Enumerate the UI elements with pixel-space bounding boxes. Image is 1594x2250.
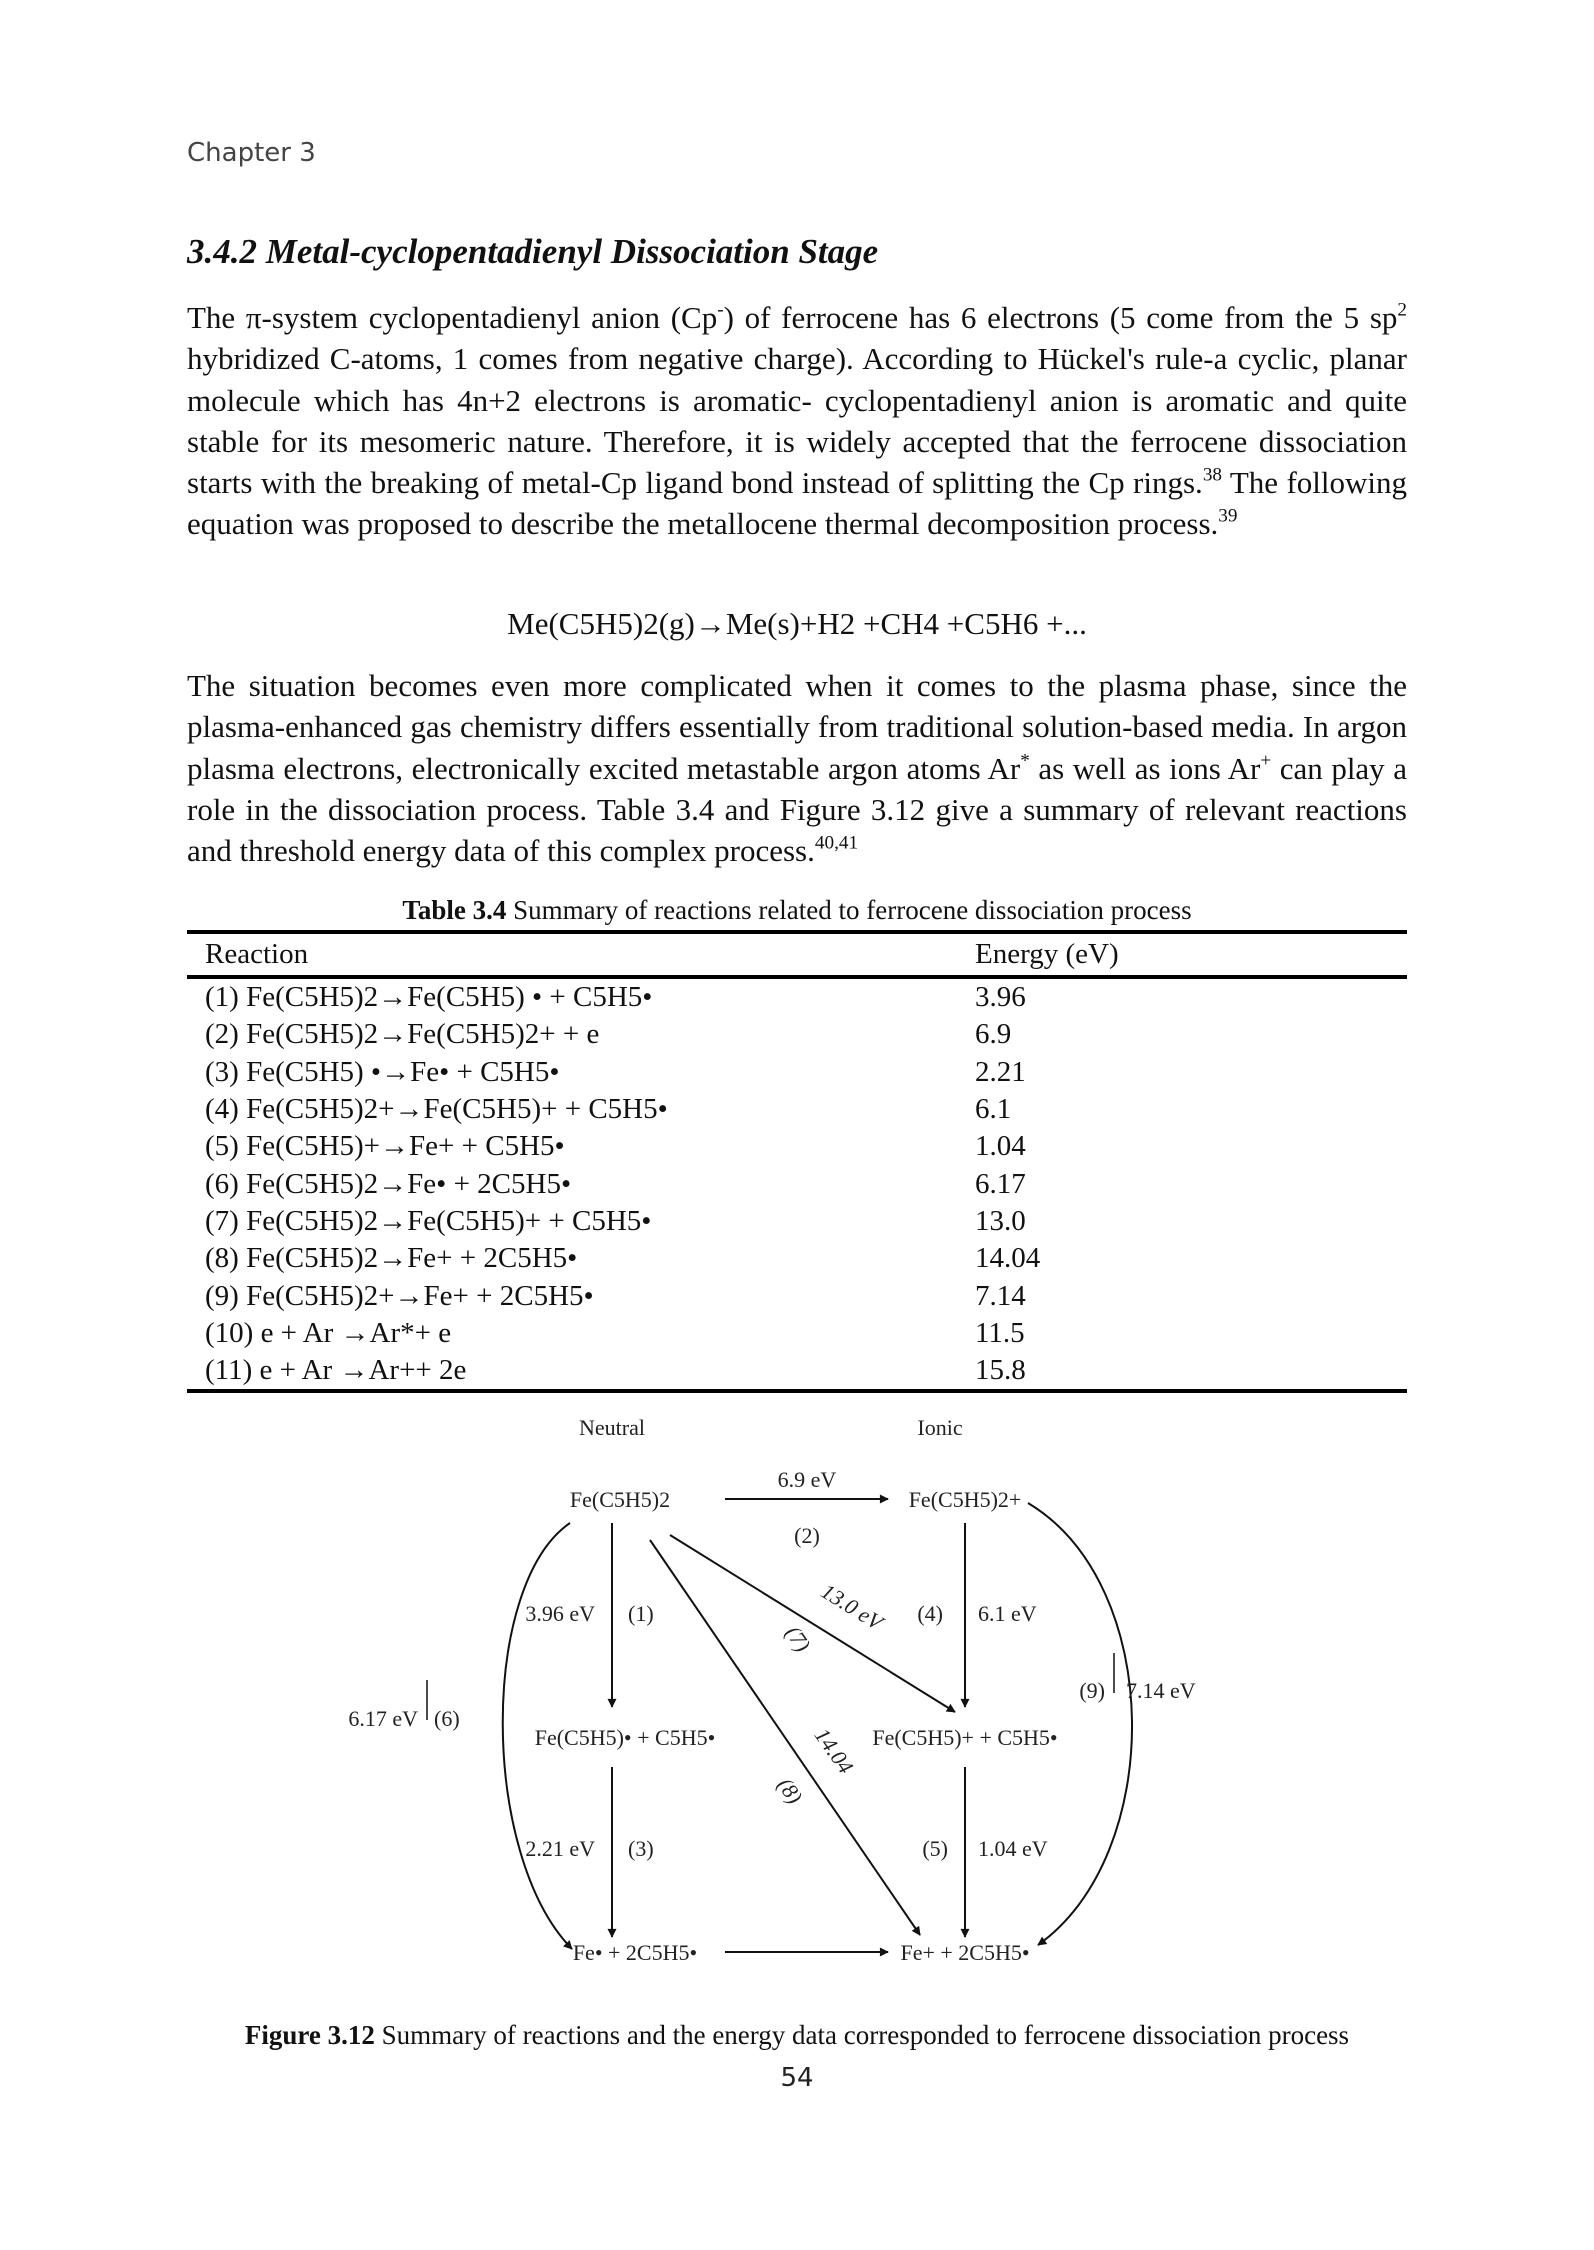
reaction-cell: (8) Fe(C5H5)2→Fe+ + 2C5H5• — [205, 1242, 578, 1275]
energy-label-7: 13.0 eV — [816, 1578, 888, 1636]
reaction-number-4: (4) — [917, 1601, 943, 1626]
table-row — [187, 1315, 1407, 1352]
reaction-cell: (2) Fe(C5H5)2→Fe(C5H5)2+ + e — [205, 1018, 600, 1051]
page-number: 54 — [780, 2063, 814, 2093]
paragraph-plasma-phase: The situation becomes even more complicated when it comes to the plasma phase, since the plasma-enhanced gas chemistry differs essentially from traditional solution-based media. In argon plasma electrons, electronically excited metastable argon atoms Ar* as well as ions Ar+ can play a role in the dissociation process. Table 3.4 and Figure 3.12 give a summary of relevant reactions and threshold energy data of this complex process.$^{40,41}$ — [187, 668, 1408, 869]
energy-cell: 7.14 — [975, 1279, 1026, 1312]
energy-label-1: 3.96 eV — [525, 1601, 595, 1626]
table-row — [187, 1240, 1407, 1277]
table-caption: Table 3.4 Summary of reactions related to ferrocene dissociation process — [402, 895, 1192, 925]
energy-label-8: 14.04 — [809, 1723, 859, 1779]
energy-cell: 6.17 — [975, 1167, 1026, 1200]
node-fe-radical: Fe• + 2C5H5• — [572, 1940, 698, 1965]
running-head: Chapter 3 — [187, 138, 316, 168]
reaction-table — [187, 930, 1407, 1393]
reaction-number-6: (6) — [434, 1706, 460, 1731]
energy-cell: 6.1 — [975, 1093, 1012, 1126]
table-header-row — [187, 932, 1407, 977]
citation-40-41: 40,41 — [814, 832, 859, 854]
node-fecp-ion: Fe(C5H5)+ + C5H5• — [872, 1725, 1058, 1750]
table-row — [187, 1165, 1407, 1202]
node-ferrocene-ion: Fe(C5H5)2+ — [908, 1487, 1022, 1512]
energy-label-9: 7.14 eV — [1126, 1678, 1196, 1703]
reaction-cell: (11) e + Ar →Ar++ 2e — [205, 1354, 467, 1387]
table-row — [187, 1091, 1407, 1128]
section-heading: 3.4.2 Metal-cyclopentadienyl Dissociation Stage — [187, 232, 879, 271]
energy-cell: 11.5 — [975, 1316, 1025, 1349]
paragraph-cyclopentadienyl: The π-system cyclopentadienyl anion (Cp-) of ferrocene has 6 electrons (5 come from the 5 $sp^2$ hybridized C-atoms, 1 comes from negative charge). According to Hückel's rule-a cyclic, planar molecule which has 4n+2 electrons is aromatic- cyclopentadienyl anion is aromatic and quite stable for its mesomeric nature. Therefore, it is widely accepted that the ferrocene dissociation starts with the breaking of metal-Cp ligand bond instead of splitting the Cp rings.$^{38}$ The following equation was proposed to describe the metallocene thermal decomposition process.$^{39}$ — [187, 299, 1407, 542]
reaction-number-9: (9) — [1079, 1678, 1105, 1703]
neutral-column-label: Neutral — [579, 1415, 645, 1440]
reaction-cell: (1) Fe(C5H5)2→Fe(C5H5) • + C5H5• — [205, 981, 653, 1014]
energy-cell: 2.21 — [975, 1055, 1026, 1088]
energy-label-3: 2.21 eV — [525, 1836, 595, 1861]
energy-label-2: 6.9 eV — [777, 1467, 837, 1492]
reaction-cell: (7) Fe(C5H5)2→Fe(C5H5)+ + C5H5• — [205, 1204, 652, 1237]
reaction-number-5: (5) — [922, 1836, 948, 1861]
arrow-reaction-9 — [1028, 1503, 1132, 1945]
energy-cell: 14.04 — [975, 1242, 1041, 1275]
table-row — [187, 1054, 1407, 1091]
reaction-cell: (4) Fe(C5H5)2+→Fe(C5H5)+ + C5H5• — [205, 1093, 668, 1126]
node-fe-ion: Fe+ + 2C5H5• — [900, 1940, 1030, 1965]
reaction-cell: (10) e + Ar →Ar*+ e — [205, 1316, 452, 1349]
energy-label-5: 1.04 eV — [978, 1836, 1048, 1861]
reaction-cell: (3) Fe(C5H5) •→Fe• + C5H5• — [205, 1055, 560, 1088]
header-energy: Energy (eV) — [975, 938, 1119, 970]
reaction-number-3: (3) — [628, 1836, 654, 1861]
arrow-reaction-7 — [670, 1535, 955, 1712]
energy-cell: 13.0 — [975, 1204, 1026, 1237]
table-row — [187, 977, 1407, 1016]
header-reaction: Reaction — [205, 938, 309, 970]
energy-label-6: 6.17 eV — [348, 1706, 418, 1731]
reaction-cell: (9) Fe(C5H5)2+→Fe+ + 2C5H5• — [205, 1279, 594, 1312]
energy-cell: 3.96 — [975, 981, 1026, 1014]
energy-cell: 15.8 — [975, 1354, 1026, 1387]
reaction-number-8: (8) — [772, 1773, 808, 1809]
energy-cell: 6.9 — [975, 1018, 1012, 1051]
reaction-number-1: (1) — [628, 1601, 654, 1626]
table-row — [187, 1128, 1407, 1165]
energy-cell: 1.04 — [975, 1130, 1026, 1163]
decomposition-equation: Me(C5H5)2(g)→Me(s)+H2 +CH4 +C5H6 +... — [507, 606, 1087, 641]
table-row — [187, 1352, 1407, 1391]
reaction-cell: (6) Fe(C5H5)2→Fe• + 2C5H5• — [205, 1167, 572, 1200]
node-fecp-radical: Fe(C5H5)• + C5H5• — [534, 1725, 716, 1750]
reaction-number-7: (7) — [780, 1621, 816, 1657]
dissociation-scheme — [300, 1415, 1300, 1995]
table-row — [187, 1277, 1407, 1314]
table-row — [187, 1203, 1407, 1240]
table-row — [187, 1016, 1407, 1053]
citation-39: 39 — [1218, 506, 1238, 527]
ionic-column-label: Ionic — [917, 1415, 963, 1440]
figure-caption: Figure 3.12 Summary of reactions and the energy data corresponded to ferrocene dissociation process — [244, 2020, 1350, 2050]
citation-38: 38 — [1202, 464, 1223, 486]
reaction-cell: (5) Fe(C5H5)+→Fe+ + C5H5• — [205, 1130, 565, 1163]
reaction-number-2: (2) — [794, 1523, 820, 1548]
node-ferrocene: Fe(C5H5)2 — [569, 1487, 671, 1512]
energy-label-4: 6.1 eV — [978, 1601, 1037, 1626]
